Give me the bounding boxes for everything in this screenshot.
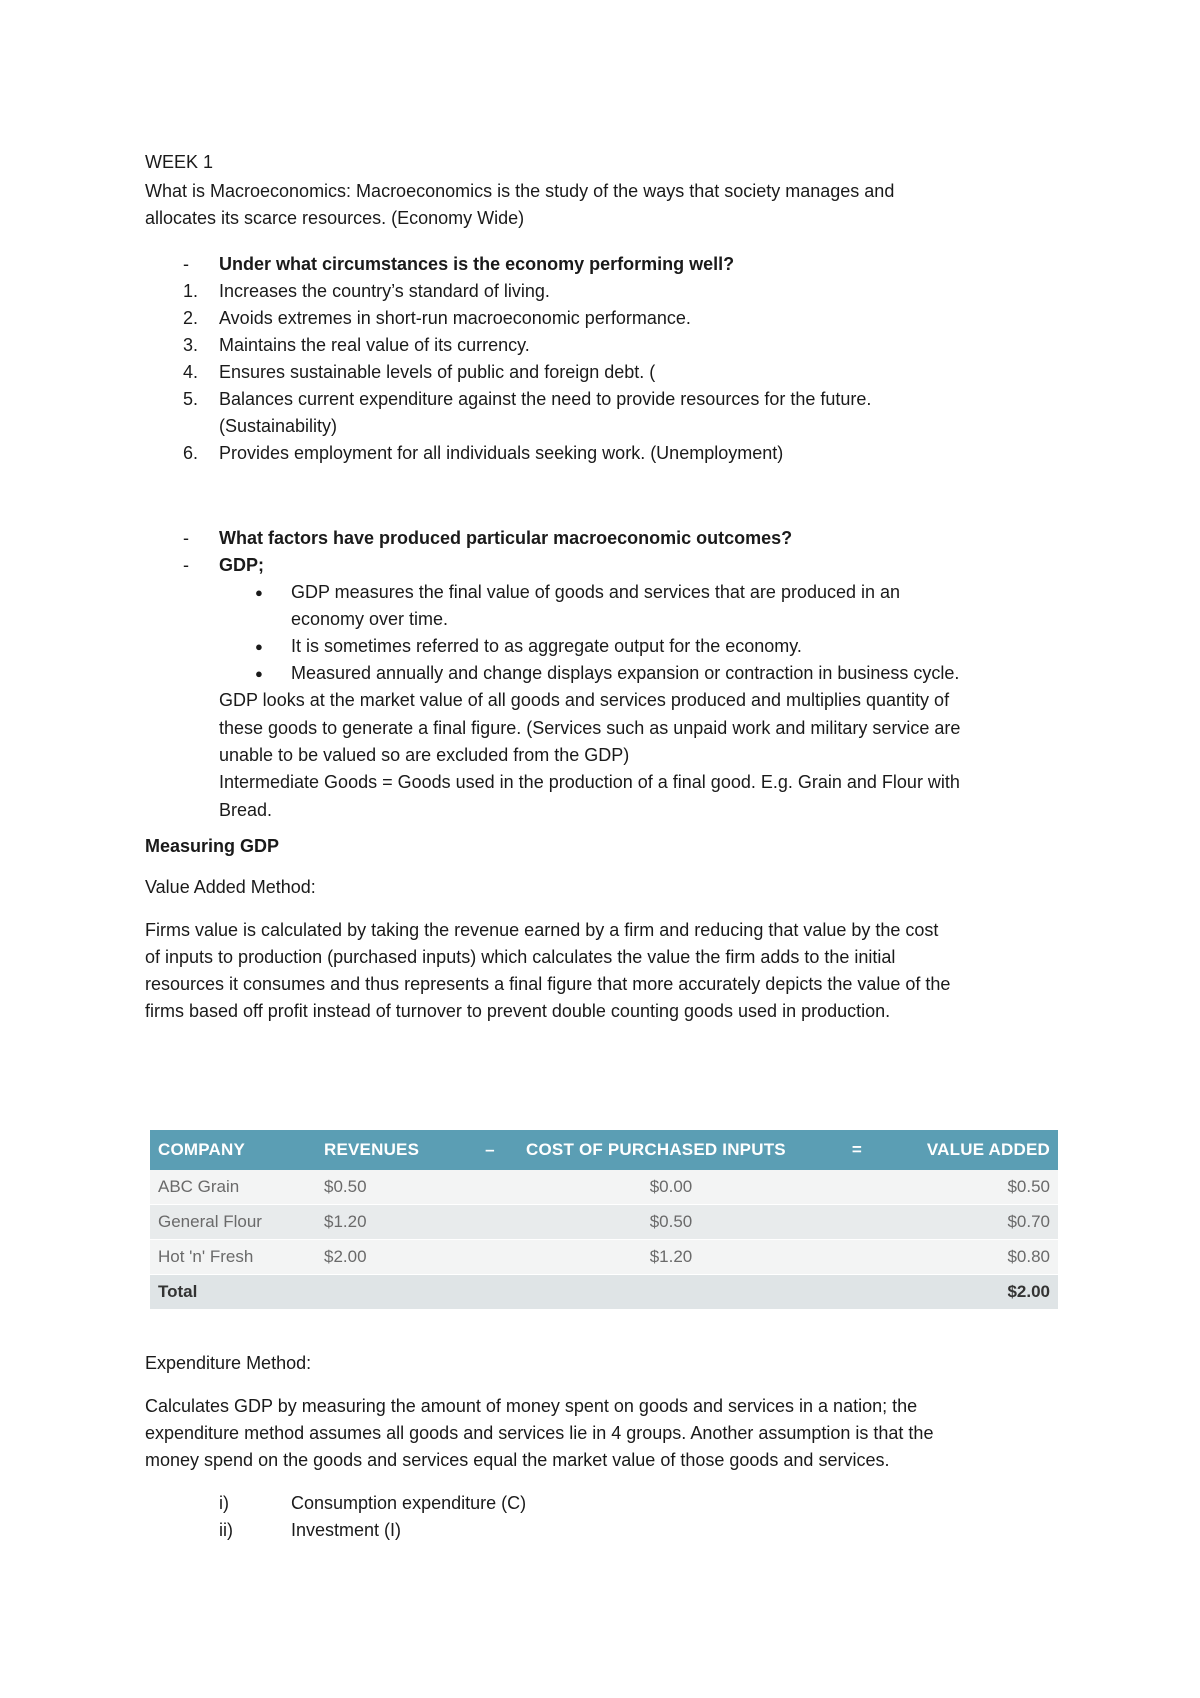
- question-1-text: Under what circumstances is the economy performing well?: [219, 254, 735, 274]
- value-added-table: [150, 1130, 1058, 1310]
- list-number: 2.: [183, 308, 199, 328]
- paragraph-line: unable to be valued so are excluded from the GDP): [219, 745, 630, 765]
- cell-cost: $1.20: [518, 1240, 824, 1275]
- bullet-text: economy over time.: [291, 609, 449, 629]
- list-item-text: Ensures sustainable levels of public and foreign debt. (: [219, 362, 656, 382]
- list-number: 5.: [183, 389, 199, 409]
- question-2-text: What factors have produced particular macroeconomic outcomes?: [219, 528, 793, 548]
- cell-total-value: $2.00: [890, 1275, 1058, 1310]
- paragraph-line: money spend on the goods and services equal the market value of those goods and services.: [145, 1450, 890, 1470]
- cell-empty: [462, 1275, 518, 1310]
- paragraph-line: these goods to generate a final figure. (Services such as unpaid work and military service are: [219, 718, 961, 738]
- bullet-icon: ●: [255, 639, 263, 654]
- cell-revenues: $2.00: [316, 1240, 462, 1275]
- list-number: 6.: [183, 443, 199, 463]
- paragraph-line: Bread.: [219, 800, 273, 820]
- list-number: 4.: [183, 362, 199, 382]
- paragraph-line: resources it consumes and thus represents a final figure that more accurately depicts the value of the: [145, 974, 951, 994]
- table-header-row: [150, 1130, 1058, 1170]
- cell-value-added: $0.70: [890, 1205, 1058, 1240]
- header-cost: COST OF PURCHASED INPUTS: [518, 1130, 824, 1170]
- list-item-text: Balances current expenditure against the need to provide resources for the future.: [219, 389, 872, 409]
- bullet-icon: ●: [255, 666, 263, 681]
- cell-empty: [518, 1275, 824, 1310]
- header-company: COMPANY: [150, 1130, 316, 1170]
- cell-company: ABC Grain: [150, 1170, 316, 1205]
- bullet-icon: ●: [255, 585, 263, 600]
- paragraph-line: expenditure method assumes all goods and services lie in 4 groups. Another assumption is that the: [145, 1423, 934, 1443]
- cell-empty: [824, 1275, 890, 1310]
- dash-marker: -: [183, 555, 189, 575]
- cell-empty: [824, 1170, 890, 1205]
- paragraph-line: GDP looks at the market value of all goods and services produced and multiplies quantity of: [219, 690, 950, 710]
- header-equals: =: [824, 1130, 890, 1170]
- list-item-text: Investment (I): [291, 1520, 402, 1540]
- paragraph-line: Firms value is calculated by taking the revenue earned by a firm and reducing that value by the cost: [145, 920, 939, 940]
- list-number: 1.: [183, 281, 199, 301]
- bullet-text: Measured annually and change displays expansion or contraction in business cycle.: [291, 663, 960, 683]
- cell-revenues: $1.20: [316, 1205, 462, 1240]
- header-revenues: REVENUES: [316, 1130, 462, 1170]
- paragraph-line: Intermediate Goods = Goods used in the production of a final good. E.g. Grain and Flour with: [219, 772, 960, 792]
- cell-empty: [316, 1275, 462, 1310]
- bullet-text: GDP measures the final value of goods and services that are produced in an: [291, 582, 901, 602]
- cell-cost: $0.50: [518, 1205, 824, 1240]
- page-heading: WEEK 1: [145, 152, 214, 172]
- table-row: [150, 1205, 1058, 1240]
- expenditure-title: Expenditure Method:: [145, 1353, 312, 1373]
- paragraph-line: Calculates GDP by measuring the amount of money spent on goods and services in a nation; the: [145, 1396, 918, 1416]
- list-item-text: Consumption expenditure (C): [291, 1493, 527, 1513]
- cell-empty: [824, 1240, 890, 1275]
- cell-empty: [462, 1170, 518, 1205]
- table-row: [150, 1170, 1058, 1205]
- cell-empty: [462, 1240, 518, 1275]
- table-row: [150, 1240, 1058, 1275]
- list-number: 3.: [183, 335, 199, 355]
- list-item-text: (Sustainability): [219, 416, 338, 436]
- cell-empty: [462, 1205, 518, 1240]
- cell-company: General Flour: [150, 1205, 316, 1240]
- cell-value-added: $0.80: [890, 1240, 1058, 1275]
- intro-line-2: allocates its scarce resources. (Economy Wide): [145, 208, 525, 228]
- cell-empty: [824, 1205, 890, 1240]
- list-item-text: Avoids extremes in short-run macroeconomic performance.: [219, 308, 691, 328]
- list-item-text: Maintains the real value of its currency.: [219, 335, 530, 355]
- list-item-text: Increases the country’s standard of living.: [219, 281, 550, 301]
- cell-revenues: $0.50: [316, 1170, 462, 1205]
- section-title: Measuring GDP: [145, 836, 280, 856]
- list-number: ii): [219, 1520, 233, 1540]
- table-total-row: [150, 1275, 1058, 1310]
- gdp-label: GDP;: [219, 555, 264, 575]
- list-item-text: Provides employment for all individuals seeking work. (Unemployment): [219, 443, 784, 463]
- cell-cost: $0.00: [518, 1170, 824, 1205]
- value-added-title: Value Added Method:: [145, 877, 316, 897]
- list-number: i): [219, 1493, 229, 1513]
- cell-company: Hot 'n' Fresh: [150, 1240, 316, 1275]
- paragraph-line: firms based off profit instead of turnover to prevent double counting goods used in production.: [145, 1001, 891, 1021]
- paragraph-line: of inputs to production (purchased inputs) which calculates the value the firm adds to the initial: [145, 947, 896, 967]
- bullet-text: It is sometimes referred to as aggregate output for the economy.: [291, 636, 802, 656]
- cell-value-added: $0.50: [890, 1170, 1058, 1205]
- intro-line-1: What is Macroeconomics: Macroeconomics is the study of the ways that society manages and: [145, 181, 895, 201]
- dash-marker: -: [183, 528, 189, 548]
- cell-total-label: Total: [150, 1275, 316, 1310]
- dash-marker: -: [183, 254, 189, 274]
- header-minus: –: [462, 1130, 518, 1170]
- header-value-added: VALUE ADDED: [890, 1130, 1058, 1170]
